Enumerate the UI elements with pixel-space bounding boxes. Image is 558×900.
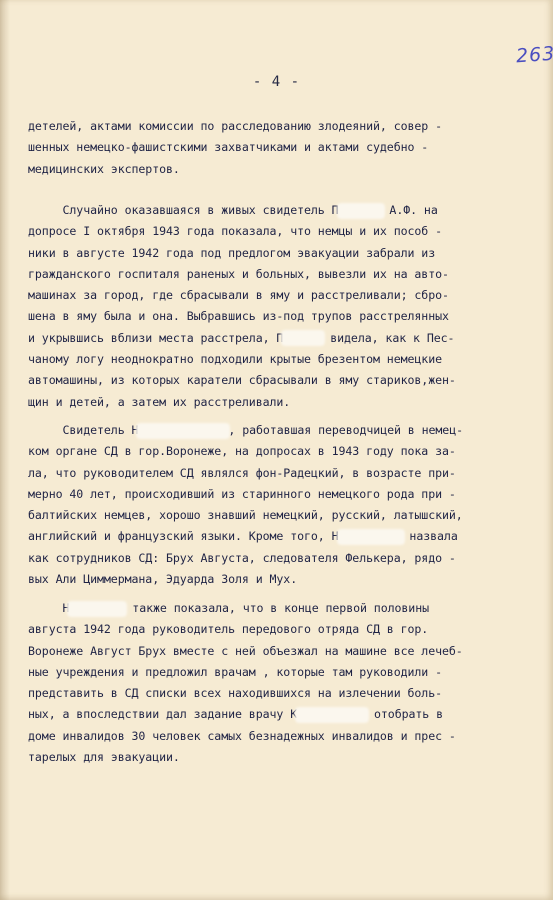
text-line: ла, что руководителем СД являлся фон-Радецкий, в возрасте при- bbox=[28, 465, 456, 480]
text-line: шена в яму была и она. Выбравшись из-под трупов расстрелянных bbox=[28, 309, 449, 324]
paragraph-4 bbox=[28, 598, 526, 768]
page-number: - 4 - bbox=[252, 74, 301, 90]
paragraph-3 bbox=[28, 420, 526, 590]
archive-page-number: 263 bbox=[515, 42, 556, 68]
text-line: медицинских экспертов. bbox=[28, 161, 180, 176]
text-line: ные учреждения и предложил врачам , которые там руководили - bbox=[28, 664, 443, 679]
redaction-mark bbox=[297, 709, 367, 721]
text-line: английский и французский языки. Кроме того, Н назвала bbox=[28, 529, 458, 544]
text-line: августа 1942 года руководитель передового отряда СД в гор. bbox=[28, 622, 429, 637]
text-line: щин и детей, а затем их расстреливали. bbox=[28, 394, 291, 409]
text-line: допросе I октября 1943 года показала, что немцы и их пособ - bbox=[28, 224, 443, 239]
redaction-mark bbox=[283, 332, 323, 344]
redaction-mark bbox=[339, 205, 383, 217]
text-line: автомашины, из которых каратели сбрасывали в яму стариков,жен- bbox=[28, 373, 456, 388]
text-line: как сотрудников СД: Брух Августа, следователя Фелькера, рядо - bbox=[28, 550, 456, 565]
text-line: Случайно оказавшаяся в живых свидетель П А.Ф. на bbox=[28, 203, 438, 217]
text-line: ных, а впоследствии дал задание врачу К отобрать в bbox=[28, 707, 444, 722]
paragraph-1 bbox=[28, 116, 526, 180]
text-line: доме инвалидов 30 человек самых безнадежных инвалидов и прес - bbox=[28, 728, 456, 743]
text-line: детелей, актами комиссии по расследованию злодеяний, совер - bbox=[28, 119, 443, 133]
text-line: ники в августе 1942 года под предлогом эвакуации забрали из bbox=[28, 245, 436, 260]
redaction-mark bbox=[138, 425, 228, 437]
text-line: ком органе СД в гор.Воронеже, на допросах в 1943 году пока за- bbox=[28, 444, 456, 459]
text-line: мерно 40 лет, происходивший из старинного немецкого рода при - bbox=[28, 486, 456, 501]
text-line: тарелых для эвакуации. bbox=[28, 750, 180, 765]
text-line: представить в СД списки всех находившихся на излечении боль- bbox=[28, 686, 443, 701]
text-line: шенных немецко-фашистскими захватчиками и актами судебно - bbox=[28, 140, 429, 155]
text-line: гражданского госпиталя раненых и больных, вывезли их на авто- bbox=[28, 266, 449, 281]
text-line: чаному логу неоднократно подходили крытые брезентом немецкие bbox=[28, 352, 443, 367]
text-line: Воронеже Август Брух вместе с ней объезжал на машине все лечеб- bbox=[28, 643, 463, 658]
redaction-mark bbox=[339, 531, 403, 543]
text-line: вых Али Циммермана, Эдуарда Золя и Мух. bbox=[28, 572, 298, 587]
page-edge-shadow bbox=[0, 0, 10, 900]
text-line: машинах за город, где сбрасывали в яму и расстреливали; сбро- bbox=[28, 288, 449, 303]
text-line: Н также показала, что в конце первой половины bbox=[28, 601, 430, 615]
paragraph-2 bbox=[28, 200, 526, 413]
text-line: балтийских немцев, хорошо знавший немецкий, русский, латышский, bbox=[28, 508, 463, 523]
text-line: Свидетель Н , работавшая переводчицей в немец- bbox=[28, 423, 464, 437]
text-line: и укрывшись вблизи места расстрела, П видела, как к Пес- bbox=[28, 330, 455, 345]
redaction-mark bbox=[69, 603, 125, 615]
